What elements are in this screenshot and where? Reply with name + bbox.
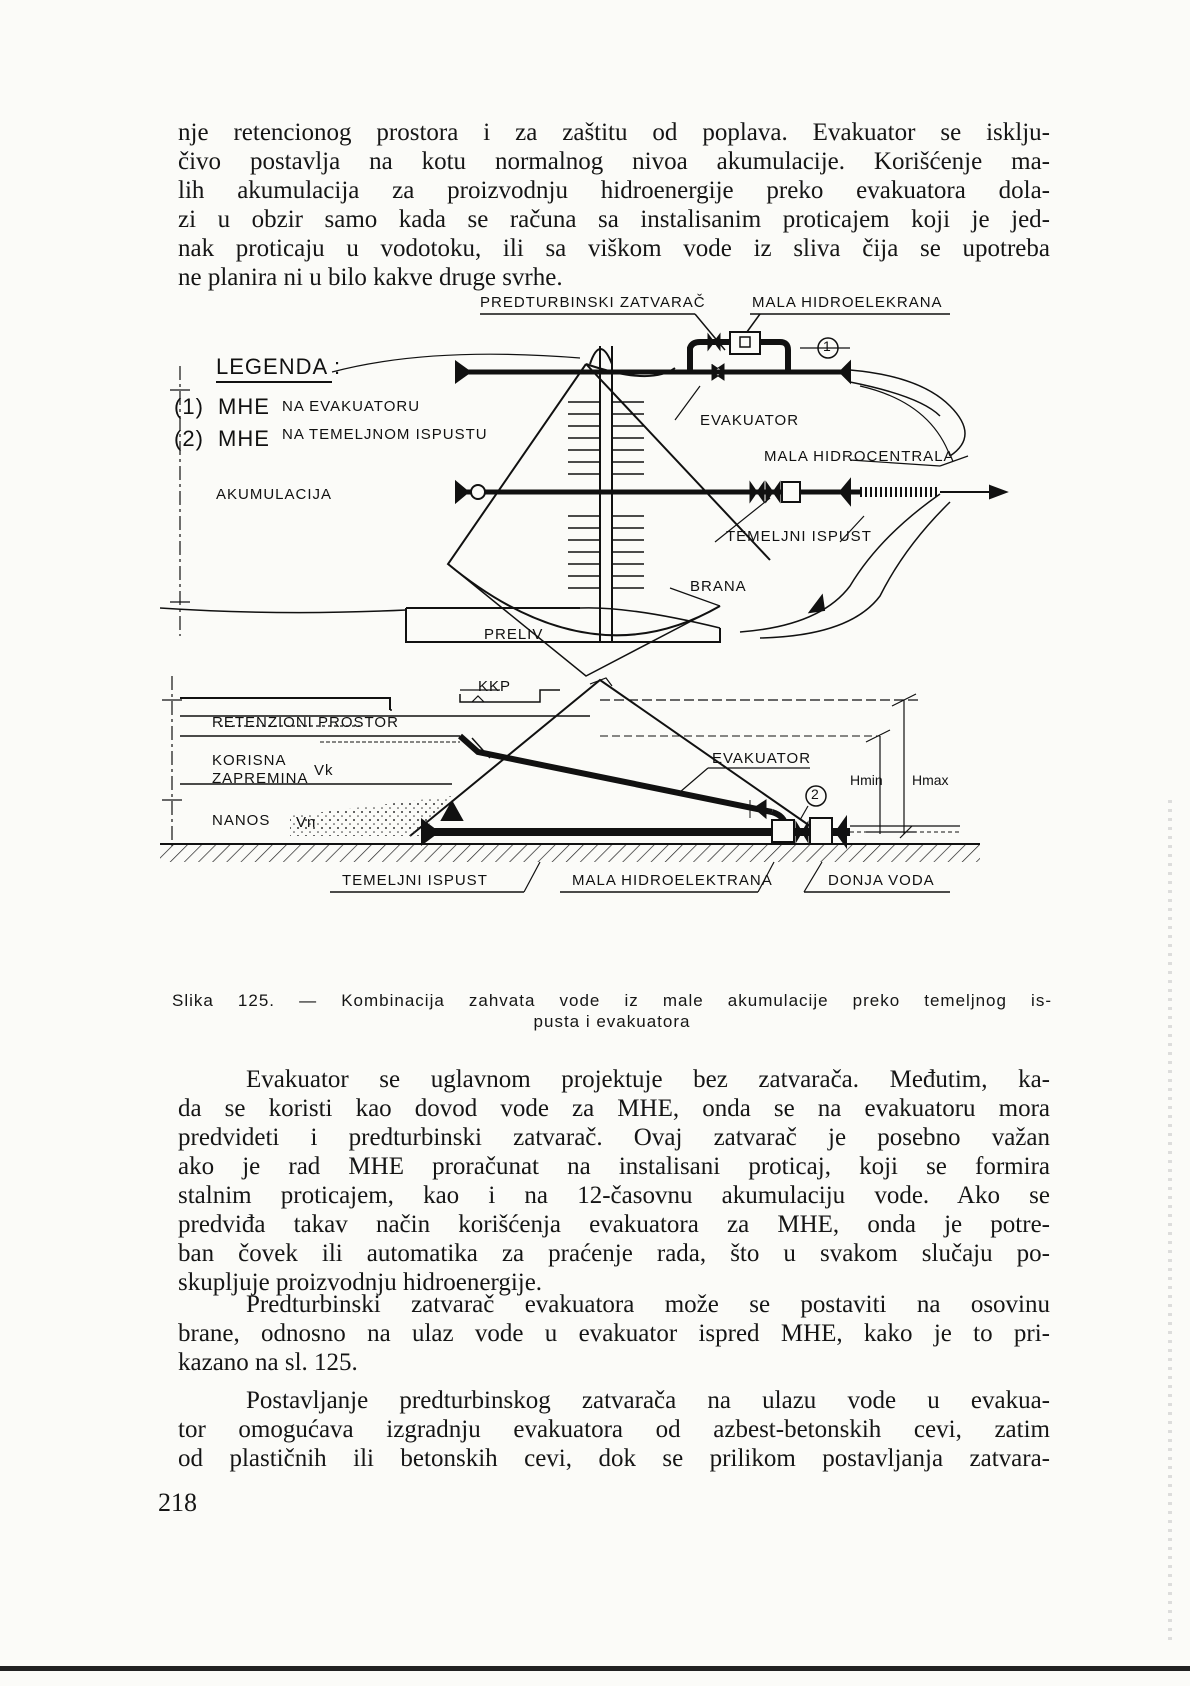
text-line: lih akumulacija za proizvodnju hidroenergije preko evakuatora dola- [178,177,1050,204]
label-spillway: PRELIV [484,626,544,643]
legend-item-1: MHE [218,394,270,419]
label-small-plant-plan: MALA HIDROCENTRALA [764,448,955,465]
text-line: ban čovek ili automatika za praćenje rada, što u svakom slučaju po- [178,1240,1050,1267]
label-sediment: NANOS [212,812,271,829]
paragraph-gate-inlet [178,1386,1050,1473]
legend-item-2: MHE [218,426,270,451]
label-small-plant-section: MALA HIDROELEKTRANA [572,872,773,889]
figure-125 [160,294,1060,966]
text-line: predvideti i predturbinski zatvarač. Ovaj zatvarač je posebno važan [178,1124,1050,1151]
label-hmin: Hmin [850,772,883,788]
legend-marker-2: (2) [174,426,204,451]
label-vk: Vk [314,762,334,779]
text-line: Postavljanje predturbinskog zatvarača na ulazu vode u evakua- [246,1387,1050,1414]
scan-edge-artifact [1168,800,1172,1640]
marker-1: 1 [823,338,831,354]
legend-title: LEGENDA : [216,354,342,379]
figure-caption [172,990,1052,1032]
page-number: 218 [158,1488,197,1517]
text-line: Evakuator se uglavnom projektuje bez zatvarača. Međutim, ka- [246,1066,1050,1093]
label-hmax: Hmax [912,772,949,788]
legend-item-2-rest: NA TEMELJNOM ISPUSTU [282,426,488,443]
legend-marker-1: (1) [174,394,204,419]
text-line: čivo postavlja na kotu normalnog nivoa akumulacije. Korišćenje ma- [178,148,1050,175]
label-evacuator-section: EVAKUATOR [712,750,812,767]
text-line: tor omogućava izgradnju evakuatora od azbest-betonskih cevi, zatim [178,1416,1050,1443]
scan-bottom-edge [0,1666,1190,1671]
paragraph-top [178,118,1050,292]
text-line: nje retencionog prostora i za zaštitu od poplava. Evakuator se isklju- [178,119,1050,146]
marker-2: 2 [811,786,819,802]
text-line: ne planira ni u bilo kakve druge svrhe. [178,264,563,291]
text-line: Predturbinski zatvarač evakuatora može se postaviti na osovinu [246,1291,1050,1318]
text-line: brane, odnosno na ulaz vode u evakuator ispred MHE, kako je to pri- [178,1320,1050,1347]
text-line: zi u obzir samo kada se računa sa instalisanim proticajem koji je jed- [178,206,1050,233]
text-line: nak proticaju u vodotoku, ili sa viškom vode iz sliva čija se upotreba [178,235,1050,262]
label-retention: RETENZIONI PROSTOR [212,714,399,731]
label-useful-1: KORISNA [212,752,287,769]
label-evacuator-plan: EVAKUATOR [700,412,800,429]
text-line: predviđa takav način korišćenja evakuatora za MHE, onda je potre- [178,1211,1050,1238]
caption-line-2: pusta i evakuatora [533,1012,691,1031]
text-line: stalnim proticajem, kao i na 12-časovnu akumulaciju vode. Ako se [178,1182,1050,1209]
label-bottom-outlet-section: TEMELJNI ISPUST [342,872,488,889]
label-small-plant-top: MALA HIDROELEKRANA [752,294,943,311]
text-line: od plastičnih ili betonskih cevi, dok se prilikom postavljanja zatvara- [178,1445,1050,1472]
label-dam: BRANA [690,578,747,595]
label-useful-2: ZAPREMINA [212,770,309,787]
label-kkp: KKP [478,678,512,695]
label-tailwater: DONJA VODA [828,872,935,889]
caption-line-1: Slika 125. — Kombinacija zahvata vode iz male akumulacije preko temeljnog is- [172,991,1052,1010]
label-reservoir: AKUMULACIJA [216,486,333,503]
legend-item-1-rest: NA EVAKUATORU [282,398,421,415]
text-line: ako je rad MHE proračunat na instalisani proticaj, koji se formira [178,1153,1050,1180]
label-bottom-outlet-plan: TEMELJNI ISPUST [726,528,872,545]
text-line: kazano na sl. 125. [178,1349,358,1376]
label-pre-turbine-gate: PREDTURBINSKI ZATVARAČ [480,294,706,311]
label-vn: Vn [296,814,317,831]
paragraph-evacuator-gate [178,1065,1050,1297]
text-line: skupljuje proizvodnju hidroenergije. [178,1269,543,1296]
paragraph-gate-position [178,1290,1050,1377]
text-line: da se koristi kao dovod vode za MHE, onda se na evakuatoru mora [178,1095,1050,1122]
